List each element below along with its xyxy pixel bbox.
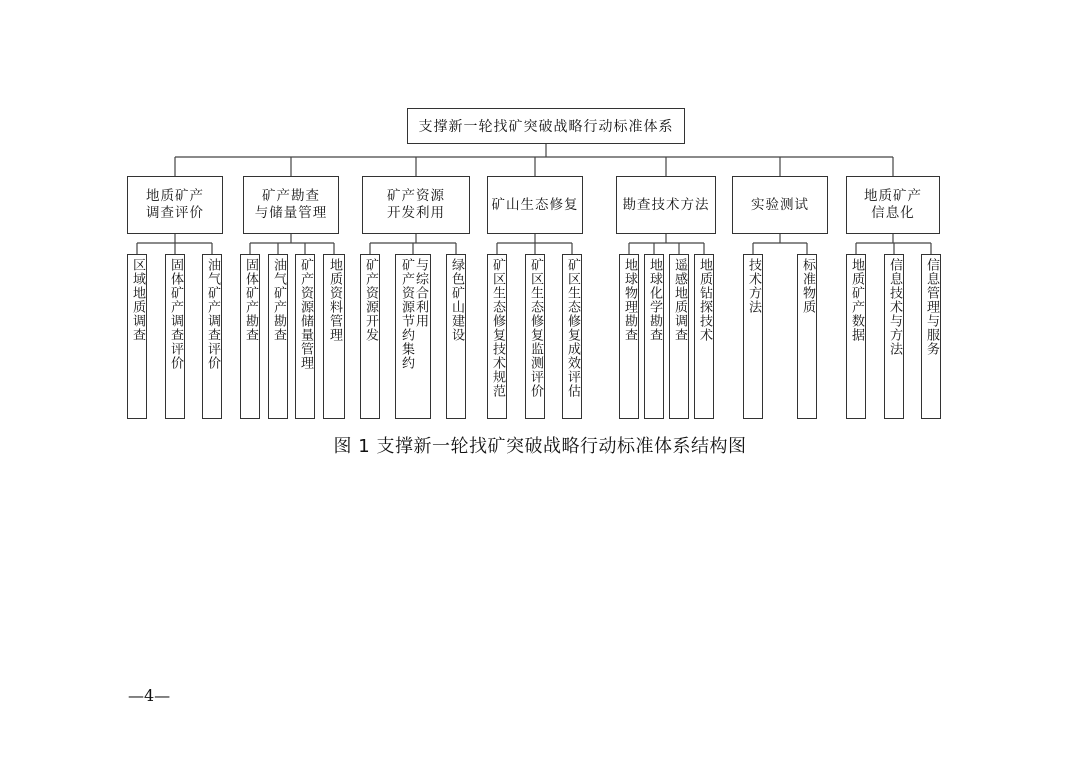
leaf-label: 与综合利用 矿产资源节约集约 <box>399 258 428 370</box>
leaf-node <box>846 254 866 419</box>
category-node <box>362 176 470 234</box>
leaf-label: 遥感地质调查 <box>672 258 687 342</box>
leaf-node <box>797 254 817 419</box>
leaf-node <box>884 254 904 419</box>
leaf-label: 区域地质调查 <box>130 258 145 342</box>
leaf-node <box>619 254 639 419</box>
leaf-node <box>743 254 763 419</box>
leaf-label: 信息技术与方法 <box>887 258 902 356</box>
page-number: —4— <box>128 686 171 705</box>
leaf-label: 标准物质 <box>800 258 815 314</box>
category-label: 矿山生态修复 <box>491 196 579 213</box>
leaf-label: 地球化学勘查 <box>647 258 662 342</box>
leaf-node <box>694 254 714 419</box>
leaf-node <box>360 254 380 419</box>
category-label: 实验测试 <box>751 196 809 213</box>
category-label: 矿产资源 开发利用 <box>387 188 445 221</box>
leaf-label: 矿区生态修复技术规范 <box>490 258 505 398</box>
leaf-label: 油气矿产调查评价 <box>205 258 220 370</box>
root-node <box>407 108 685 144</box>
leaf-label: 技术方法 <box>746 258 761 314</box>
leaf-node <box>165 254 185 419</box>
leaf-node <box>295 254 315 419</box>
figure-caption: 图 1 支撑新一轮找矿突破战略行动标准体系结构图 <box>333 436 747 457</box>
category-label: 地质矿产 信息化 <box>864 188 922 221</box>
leaf-label: 矿区生态修复监测评价 <box>528 258 543 398</box>
category-node <box>127 176 223 234</box>
leaf-label: 地质矿产数据 <box>849 258 864 342</box>
category-node <box>243 176 339 234</box>
category-node <box>732 176 828 234</box>
leaf-node <box>323 254 345 419</box>
category-node <box>846 176 940 234</box>
leaf-label: 地球物理勘查 <box>622 258 637 342</box>
category-node <box>487 176 583 234</box>
leaf-node <box>240 254 260 419</box>
category-label: 矿产勘查 与储量管理 <box>254 188 328 221</box>
leaf-label: 固体矿产调查评价 <box>168 258 183 370</box>
category-label: 勘查技术方法 <box>622 196 710 213</box>
leaf-label: 绿色矿山建设 <box>449 258 464 342</box>
leaf-label: 地质资料管理 <box>327 258 342 342</box>
leaf-node <box>921 254 941 419</box>
category-label: 地质矿产 调查评价 <box>146 188 204 221</box>
leaf-label: 矿区生态修复成效评估 <box>565 258 580 398</box>
leaf-label: 信息管理与服务 <box>924 258 939 356</box>
leaf-label: 矿产资源开发 <box>363 258 378 342</box>
leaf-label: 矿产资源储量管理 <box>298 258 313 370</box>
leaf-node <box>487 254 507 419</box>
leaf-node <box>562 254 582 419</box>
leaf-node <box>669 254 689 419</box>
leaf-label: 固体矿产勘查 <box>243 258 258 342</box>
leaf-node <box>202 254 222 419</box>
root-node-label: 支撑新一轮找矿突破战略行动标准体系 <box>418 119 674 135</box>
leaf-node <box>268 254 288 419</box>
leaf-node <box>525 254 545 419</box>
leaf-node <box>127 254 147 419</box>
category-node <box>616 176 716 234</box>
leaf-node <box>446 254 466 419</box>
leaf-label: 油气矿产勘查 <box>271 258 286 342</box>
leaf-node <box>644 254 664 419</box>
leaf-node <box>395 254 431 419</box>
leaf-label: 地质钻探技术 <box>697 258 712 342</box>
